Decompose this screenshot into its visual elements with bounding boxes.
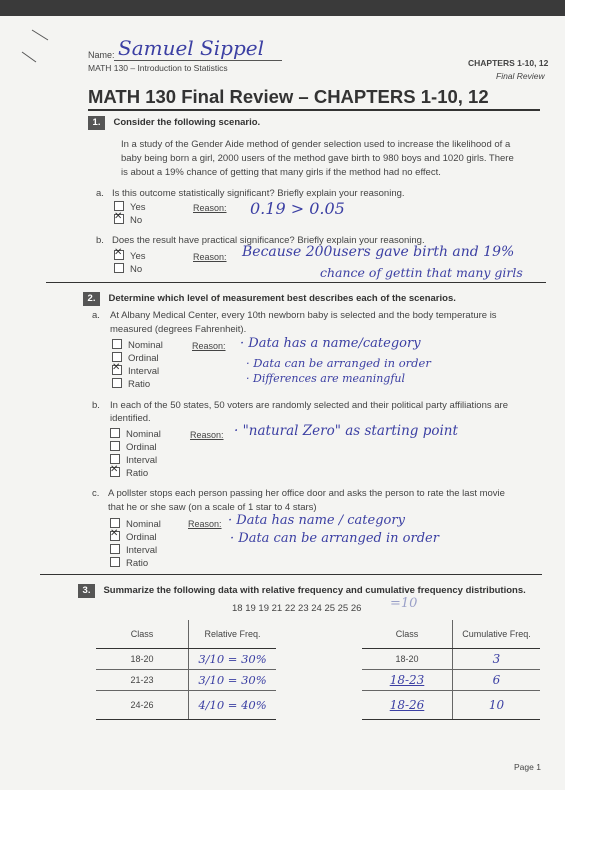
checkbox-checked[interactable] xyxy=(114,214,124,224)
table-row xyxy=(362,691,540,720)
name-label: Name: xyxy=(88,50,115,60)
table-row xyxy=(96,670,276,691)
checkbox-checked[interactable] xyxy=(112,365,122,375)
checkbox[interactable] xyxy=(110,557,120,567)
checkbox[interactable] xyxy=(112,339,122,349)
question-letter: b. xyxy=(96,235,104,246)
option-yes[interactable]: ✕Yes xyxy=(114,250,146,262)
class-cell: 18-26 xyxy=(362,691,453,720)
header-cell: Class xyxy=(96,620,189,649)
question-text: measured (degrees Fahrenheit). xyxy=(110,324,247,335)
question-text: Does the result have practical significance? Briefly explain your reasoning. xyxy=(112,235,425,246)
reason-label: Reason: xyxy=(188,519,222,529)
option-nominal[interactable]: Nominal xyxy=(112,339,163,351)
checkbox[interactable] xyxy=(110,544,120,554)
section-1 xyxy=(88,112,260,130)
handwritten-answer: 0.19 > 0.05 xyxy=(250,199,345,218)
chapters-label: CHAPTERS 1-10, 12 xyxy=(468,58,549,68)
section-heading: Summarize the following data with relative frequency and cumulative frequency distributions. xyxy=(103,585,526,596)
question-text: At Albany Medical Center, every 10th newborn baby is selected and the body temperature is xyxy=(110,310,497,321)
cumulative-freq-cell: 10 xyxy=(453,691,541,720)
table-row xyxy=(96,649,276,670)
checkbox[interactable] xyxy=(114,263,124,273)
scenario-line: is about a 19% chance of getting that many girls if the method had no effect. xyxy=(121,167,441,178)
checkbox[interactable] xyxy=(110,454,120,464)
handwritten-answer: Because 200users gave birth and 19% xyxy=(242,244,515,260)
section-divider xyxy=(40,574,542,575)
option-interval[interactable]: Interval xyxy=(110,454,157,466)
table-row xyxy=(362,649,540,670)
option-interval[interactable]: ✕Interval xyxy=(112,365,159,377)
question-text: In each of the 50 states, 50 voters are randomly selected and their political party affiliations are xyxy=(110,400,508,411)
option-ratio[interactable]: Ratio xyxy=(110,557,148,569)
relative-freq-cell: 4/10 = 40% xyxy=(189,691,277,720)
section-3 xyxy=(78,580,526,598)
question-text: A pollster stops each person passing her office door and asks the person to rate the last movie xyxy=(108,488,505,499)
handwritten-answer: chance of gettin that many girls xyxy=(320,265,523,280)
table-header-row xyxy=(362,620,540,649)
header-cell: Class xyxy=(362,620,453,649)
top-dark-bar xyxy=(0,0,565,16)
class-cell: 18-20 xyxy=(96,649,189,670)
handwritten-answer: · Data can be arranged in order xyxy=(230,531,439,546)
option-nominal[interactable]: Nominal xyxy=(110,428,161,440)
table-row xyxy=(362,670,540,691)
data-count-note: =10 xyxy=(390,596,418,611)
reason-label: Reason: xyxy=(193,252,227,262)
section-number: 2. xyxy=(83,292,100,306)
option-nominal[interactable]: Nominal xyxy=(110,518,161,530)
checkbox-checked[interactable] xyxy=(114,250,124,260)
handwritten-answer: · Data can be arranged in order xyxy=(246,356,431,370)
relative-freq-cell: 3/10 = 30% xyxy=(189,670,277,691)
review-type: Final Review xyxy=(496,71,545,81)
question-text: Is this outcome statistically significant? Briefly explain your reasoning. xyxy=(112,188,405,199)
worksheet-page xyxy=(0,16,565,790)
class-cell: 18-20 xyxy=(362,649,453,670)
question-letter: a. xyxy=(92,310,100,321)
section-number: 3. xyxy=(78,584,95,598)
question-text: that he or she saw (on a scale of 1 star to 4 stars) xyxy=(108,502,317,513)
data-list: 18 19 19 21 22 23 24 25 25 26 xyxy=(232,603,362,614)
cumulative-freq-cell: 6 xyxy=(453,670,541,691)
handwritten-answer: · "natural Zero" as starting point xyxy=(234,423,458,439)
handwritten-answer: · Data has a name/category xyxy=(240,336,421,351)
option-yes[interactable]: Yes xyxy=(114,201,146,213)
header-cell: Cumulative Freq. xyxy=(453,620,541,649)
option-ordinal[interactable]: Ordinal xyxy=(110,441,157,453)
checkbox[interactable] xyxy=(114,201,124,211)
class-cell: 21-23 xyxy=(96,670,189,691)
page-title: MATH 130 Final Review – CHAPTERS 1-10, 12 xyxy=(88,86,489,107)
header-cell: Relative Freq. xyxy=(189,620,277,649)
scenario-line: baby being born a girl, 2000 users of the method gave birth to 980 boys and 1020 girls. There xyxy=(121,153,514,164)
cumulative-frequency-table xyxy=(362,620,540,720)
cumulative-freq-cell: 3 xyxy=(453,649,541,670)
section-number: 1. xyxy=(88,116,105,130)
checkbox[interactable] xyxy=(110,441,120,451)
section-heading: Consider the following scenario. xyxy=(113,117,261,128)
option-ratio[interactable]: ✕Ratio xyxy=(110,467,148,479)
option-ordinal[interactable]: ✕Ordinal xyxy=(110,531,157,543)
table-header-row xyxy=(96,620,276,649)
question-letter: c. xyxy=(92,488,100,499)
checkbox-checked[interactable] xyxy=(110,531,120,541)
question-text: identified. xyxy=(110,413,151,424)
checkbox[interactable] xyxy=(110,428,120,438)
class-cell: 18-23 xyxy=(362,670,453,691)
section-2 xyxy=(83,288,456,306)
option-ratio[interactable]: Ratio xyxy=(112,378,150,390)
name-underline xyxy=(114,60,282,61)
section-heading: Determine which level of measurement best describes each of the scenarios. xyxy=(108,293,456,304)
class-cell: 24-26 xyxy=(96,691,189,720)
relative-freq-cell: 3/10 = 30% xyxy=(189,649,277,670)
page-margin xyxy=(565,0,595,842)
option-ordinal[interactable]: Ordinal xyxy=(112,352,159,364)
question-letter: a. xyxy=(96,188,104,199)
pen-mark-icon xyxy=(18,28,58,68)
option-no[interactable]: No xyxy=(114,263,142,275)
table-row xyxy=(96,691,276,720)
checkbox[interactable] xyxy=(110,518,120,528)
reason-label: Reason: xyxy=(190,430,224,440)
reason-label: Reason: xyxy=(193,203,227,213)
checkbox[interactable] xyxy=(112,352,122,362)
reason-label: Reason: xyxy=(192,341,226,351)
course-name: MATH 130 – Introduction to Statistics xyxy=(88,63,228,73)
scenario-line: In a study of the Gender Aide method of gender selection used to increase the likelihood of a xyxy=(121,139,511,150)
option-no[interactable]: ✕No xyxy=(114,214,142,226)
option-interval[interactable]: Interval xyxy=(110,544,157,556)
page-number: Page 1 xyxy=(514,762,541,772)
student-name: Samuel Sippel xyxy=(118,36,264,60)
handwritten-answer: · Data has name / category xyxy=(228,513,405,528)
section-divider xyxy=(46,282,546,283)
question-letter: b. xyxy=(92,400,100,411)
checkbox[interactable] xyxy=(112,378,122,388)
checkbox-checked[interactable] xyxy=(110,467,120,477)
handwritten-answer: · Differences are meaningful xyxy=(246,372,406,385)
relative-frequency-table xyxy=(96,620,276,720)
title-rule xyxy=(88,109,540,111)
